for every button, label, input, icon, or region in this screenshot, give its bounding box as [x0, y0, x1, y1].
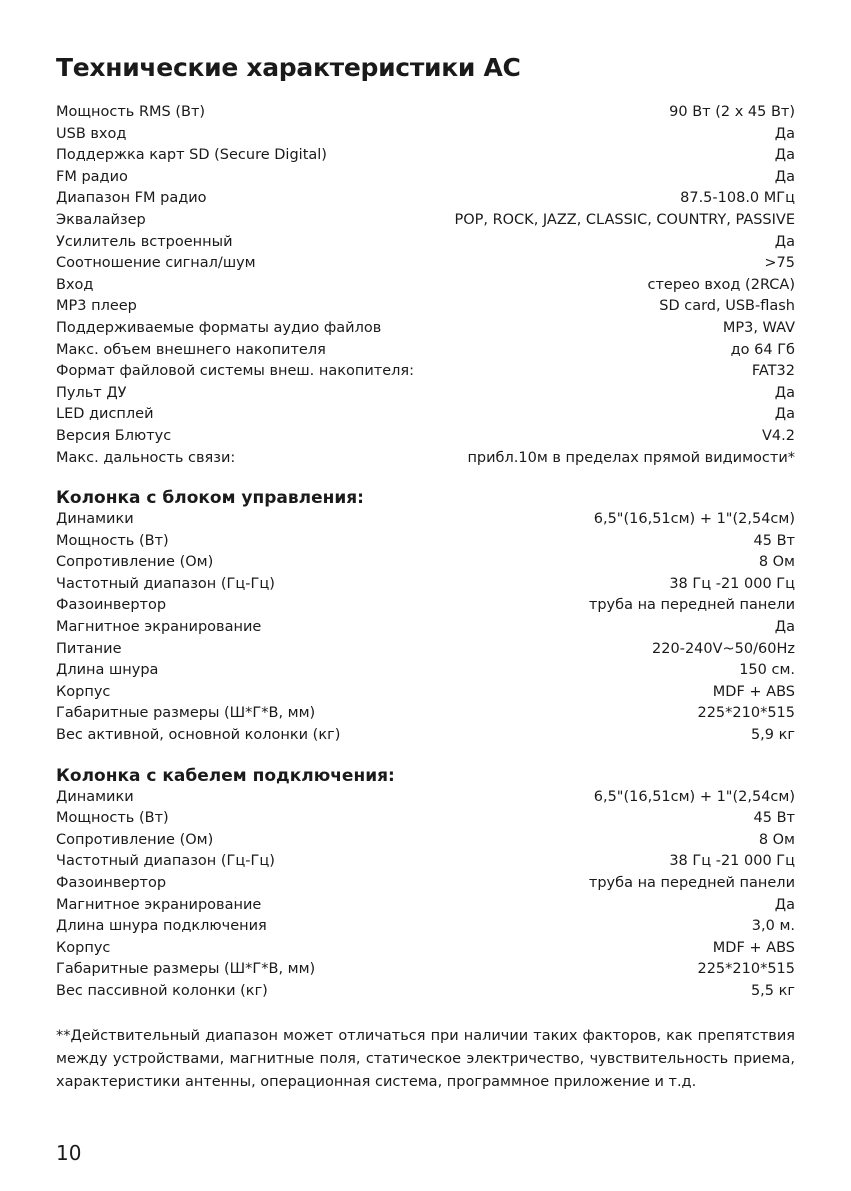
spec-label: FM радио: [56, 168, 128, 185]
active-speaker-specs: [56, 509, 795, 747]
spec-value: 8 Ом: [758, 554, 795, 571]
footnote: **Действительный диапазон может отличаться при наличии таких факторов, как препятствия между устройствами, магнитные поля, статическое электричество, чувствительность приема, характеристики антенны, операционная система, программное приложение и т.д.: [56, 1027, 795, 1090]
spec-value: Да: [774, 384, 795, 401]
spec-label: Поддерживаемые форматы аудио файлов: [56, 319, 382, 336]
spec-row: [56, 895, 795, 917]
spec-label: Корпус: [56, 683, 111, 700]
spec-label: Фазоинвертор: [56, 597, 167, 614]
spec-value: 38 Гц -21 000 Гц: [669, 575, 795, 592]
spec-value: 220-240V~50/60Hz: [652, 640, 795, 657]
spec-row: [56, 102, 795, 124]
spec-label: Диапазон FM радио: [56, 190, 207, 207]
passive-speaker-specs: [56, 787, 795, 1003]
spec-row: [56, 448, 795, 470]
spec-value: MP3, WAV: [722, 319, 795, 336]
passive-speaker-heading: Колонка с кабелем подключения:: [56, 765, 395, 786]
spec-row: [56, 275, 795, 297]
spec-row: [56, 404, 795, 426]
spec-row: [56, 938, 795, 960]
spec-value: POP, ROCK, JAZZ, CLASSIC, COUNTRY, PASSIVE: [454, 211, 795, 228]
spec-label: Макс. дальность связи:: [56, 449, 236, 466]
spec-label: Вес активной, основной колонки (кг): [56, 727, 341, 744]
spec-label: Фазоинвертор: [56, 875, 167, 891]
spec-value: 6,5"(16,51см) + 1"(2,54см): [593, 511, 795, 528]
spec-label: Габаритные размеры (Ш*Г*В, мм): [56, 705, 316, 722]
spec-label: Пульт ДУ: [56, 384, 127, 401]
spec-value: труба на передней панели: [588, 597, 795, 614]
spec-row: [56, 145, 795, 167]
spec-row: [56, 361, 795, 383]
spec-row: [56, 188, 795, 210]
page-title: Технические характеристики АС: [56, 53, 521, 82]
active-speaker-section: [56, 487, 795, 747]
spec-row: [56, 426, 795, 448]
spec-label: Мощность (Вт): [56, 532, 169, 549]
spec-value: труба на передней панели: [588, 875, 795, 891]
spec-value: 90 Вт (2 x 45 Вт): [669, 104, 795, 120]
spec-row: [56, 830, 795, 852]
spec-row: [56, 383, 795, 405]
spec-label: Вес пассивной колонки (кг): [56, 982, 268, 999]
spec-row: [56, 167, 795, 189]
spec-row: [56, 703, 795, 725]
spec-value: Да: [774, 233, 795, 250]
spec-label: MP3 плеер: [56, 298, 137, 315]
spec-row: [56, 682, 795, 704]
spec-value: 45 Вт: [753, 810, 795, 827]
spec-label: Версия Блютус: [56, 427, 172, 444]
spec-row: [56, 318, 795, 340]
spec-value: V4.2: [762, 427, 795, 444]
spec-value: 225*210*515: [697, 705, 795, 722]
spec-row: [56, 232, 795, 254]
spec-row: [56, 808, 795, 830]
page-number: 10: [56, 1141, 82, 1165]
spec-label: Усилитель встроенный: [56, 233, 233, 250]
spec-value: 6,5"(16,51см) + 1"(2,54см): [593, 788, 795, 805]
spec-value: FAT32: [751, 363, 795, 380]
spec-row: [56, 124, 795, 146]
spec-value: Да: [774, 619, 795, 636]
spec-row: [56, 574, 795, 596]
spec-label: Формат файловой системы внеш. накопителя:: [56, 363, 415, 380]
spec-label: Частотный диапазон (Гц-Гц): [56, 575, 275, 592]
spec-label: Мощность (Вт): [56, 810, 169, 827]
spec-row: [56, 552, 795, 574]
spec-page: [56, 50, 795, 1094]
spec-value: до 64 Гб: [730, 341, 795, 358]
spec-label: Питание: [56, 640, 122, 657]
spec-row: [56, 509, 795, 531]
spec-row: [56, 617, 795, 639]
main-specs-table: [56, 102, 795, 469]
spec-value: MDF + ABS: [712, 683, 795, 700]
spec-label: USB вход: [56, 125, 127, 142]
spec-label: Эквалайзер: [56, 211, 146, 228]
spec-label: Частотный диапазон (Гц-Гц): [56, 853, 275, 870]
spec-value: Да: [774, 147, 795, 164]
spec-row: [56, 210, 795, 232]
spec-value: Да: [774, 406, 795, 423]
spec-row: [56, 639, 795, 661]
spec-row: [56, 787, 795, 809]
spec-value: Да: [774, 168, 795, 185]
spec-label: Магнитное экранирование: [56, 896, 262, 913]
spec-value: >75: [764, 255, 795, 272]
spec-row: [56, 725, 795, 747]
spec-label: Вход: [56, 276, 94, 293]
spec-value: MDF + ABS: [712, 939, 795, 956]
spec-row: [56, 531, 795, 553]
spec-value: Да: [774, 896, 795, 913]
spec-value: стерео вход (2RCA): [647, 276, 795, 293]
spec-value: 8 Ом: [758, 831, 795, 848]
spec-value: 5,5 кг: [750, 982, 795, 999]
spec-label: Поддержка карт SD (Secure Digital): [56, 147, 327, 164]
spec-row: [56, 981, 795, 1003]
spec-label: Сопротивление (Ом): [56, 554, 214, 571]
spec-label: Динамики: [56, 788, 134, 805]
spec-row: [56, 253, 795, 275]
passive-speaker-section: [56, 765, 795, 1003]
spec-value: 150 см.: [739, 662, 795, 679]
spec-value: 87.5-108.0 МГц: [680, 190, 795, 207]
spec-row: [56, 873, 795, 895]
spec-value: 225*210*515: [697, 961, 795, 978]
spec-value: 38 Гц -21 000 Гц: [669, 853, 795, 870]
spec-row: [56, 851, 795, 873]
spec-row: [56, 916, 795, 938]
spec-label: Длина шнура: [56, 662, 159, 679]
spec-row: [56, 595, 795, 617]
spec-value: SD card, USB-flash: [659, 298, 795, 315]
active-speaker-heading: Колонка с блоком управления:: [56, 488, 364, 509]
spec-label: Соотношение сигнал/шум: [56, 255, 256, 272]
spec-label: Магнитное экранирование: [56, 619, 262, 636]
spec-label: Динамики: [56, 511, 134, 528]
spec-row: [56, 959, 795, 981]
spec-row: [56, 296, 795, 318]
spec-row: [56, 660, 795, 682]
spec-row: [56, 340, 795, 362]
spec-value: 45 Вт: [753, 532, 795, 549]
spec-label: Габаритные размеры (Ш*Г*В, мм): [56, 961, 316, 978]
spec-label: Длина шнура подключения: [56, 918, 267, 935]
spec-value: прибл.10м в пределах прямой видимости*: [467, 449, 795, 466]
spec-label: Мощность RMS (Вт): [56, 104, 206, 120]
spec-value: Да: [774, 125, 795, 142]
spec-label: Макс. объем внешнего накопителя: [56, 341, 326, 358]
spec-label: LED дисплей: [56, 406, 154, 423]
spec-value: 3,0 м.: [751, 918, 795, 935]
spec-label: Сопротивление (Ом): [56, 831, 214, 848]
spec-label: Корпус: [56, 939, 111, 956]
spec-value: 5,9 кг: [750, 727, 795, 744]
